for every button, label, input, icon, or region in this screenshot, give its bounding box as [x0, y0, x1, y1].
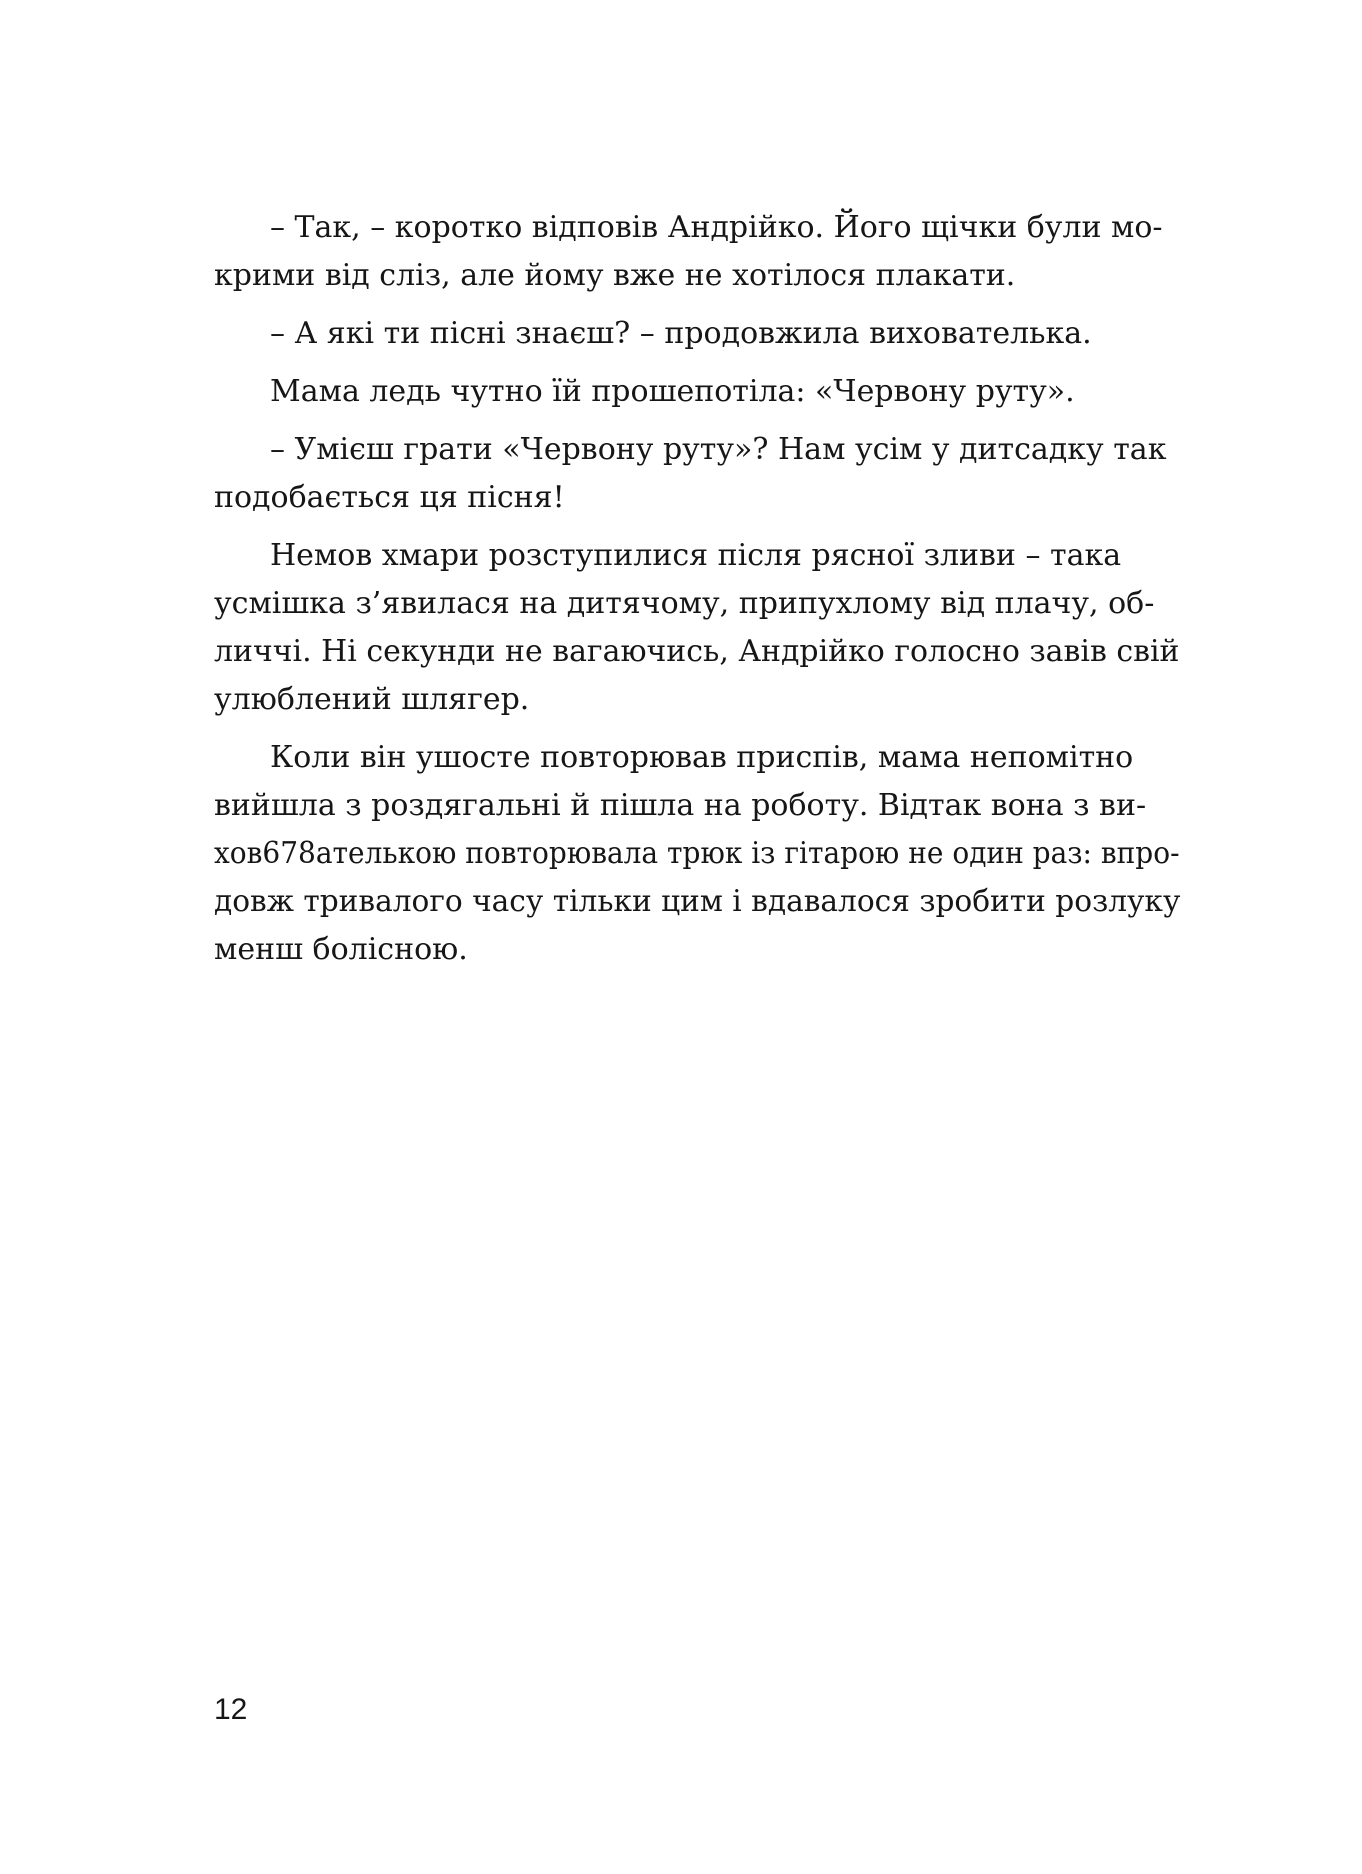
text-line: Немов хмари розступилися після рясної зливи – така: [270, 538, 1122, 573]
text-line: личчі. Ні секунди не вагаючись, Андрійко голосно завів свій: [214, 634, 1180, 669]
text-line: – Так, – коротко відповів Андрійко. Його щічки були мо-: [270, 210, 1163, 245]
paragraph-3: [214, 368, 1180, 416]
text-line: Коли він ушосте повторював приспів, мама непомітно: [270, 740, 1134, 775]
text-line: улюблений шлягер.: [214, 682, 530, 717]
text-line: вийшла з роздягальні й пішла на роботу. Відтак вона з ви-: [214, 788, 1147, 823]
text-line: – А які ти пісні знаєш? – продовжила вихователька.: [270, 316, 1092, 351]
paragraph-1: [214, 204, 1180, 300]
body-text: [214, 204, 1180, 974]
paragraph-2: [214, 310, 1180, 358]
text-line: Мама ледь чутно їй прошепотіла: «Червону руту».: [270, 374, 1075, 409]
text-line: довж тривалого часу тільки цим і вдавалося зробити розлуку: [214, 884, 1181, 919]
text-line: менш болісною.: [214, 932, 468, 967]
text-line: – Умієш грати «Червону руту»? Нам усім у дитсадку так: [270, 432, 1167, 467]
text-line: крими від сліз, але йому вже не хотілося плакати.: [214, 258, 1016, 293]
text-line: подобається ця пісня!: [214, 480, 565, 515]
paragraph-4: [214, 426, 1180, 522]
text-line: усмішка з’явилася на дитячому, припухлому від плачу, об-: [214, 586, 1155, 621]
paragraph-6: [214, 734, 1180, 974]
paragraph-5: [214, 532, 1180, 724]
page-number: 12: [214, 1693, 248, 1726]
text-line: хов678ателькою повторювала трюк із гітарою не один раз: впро-: [214, 836, 1180, 871]
